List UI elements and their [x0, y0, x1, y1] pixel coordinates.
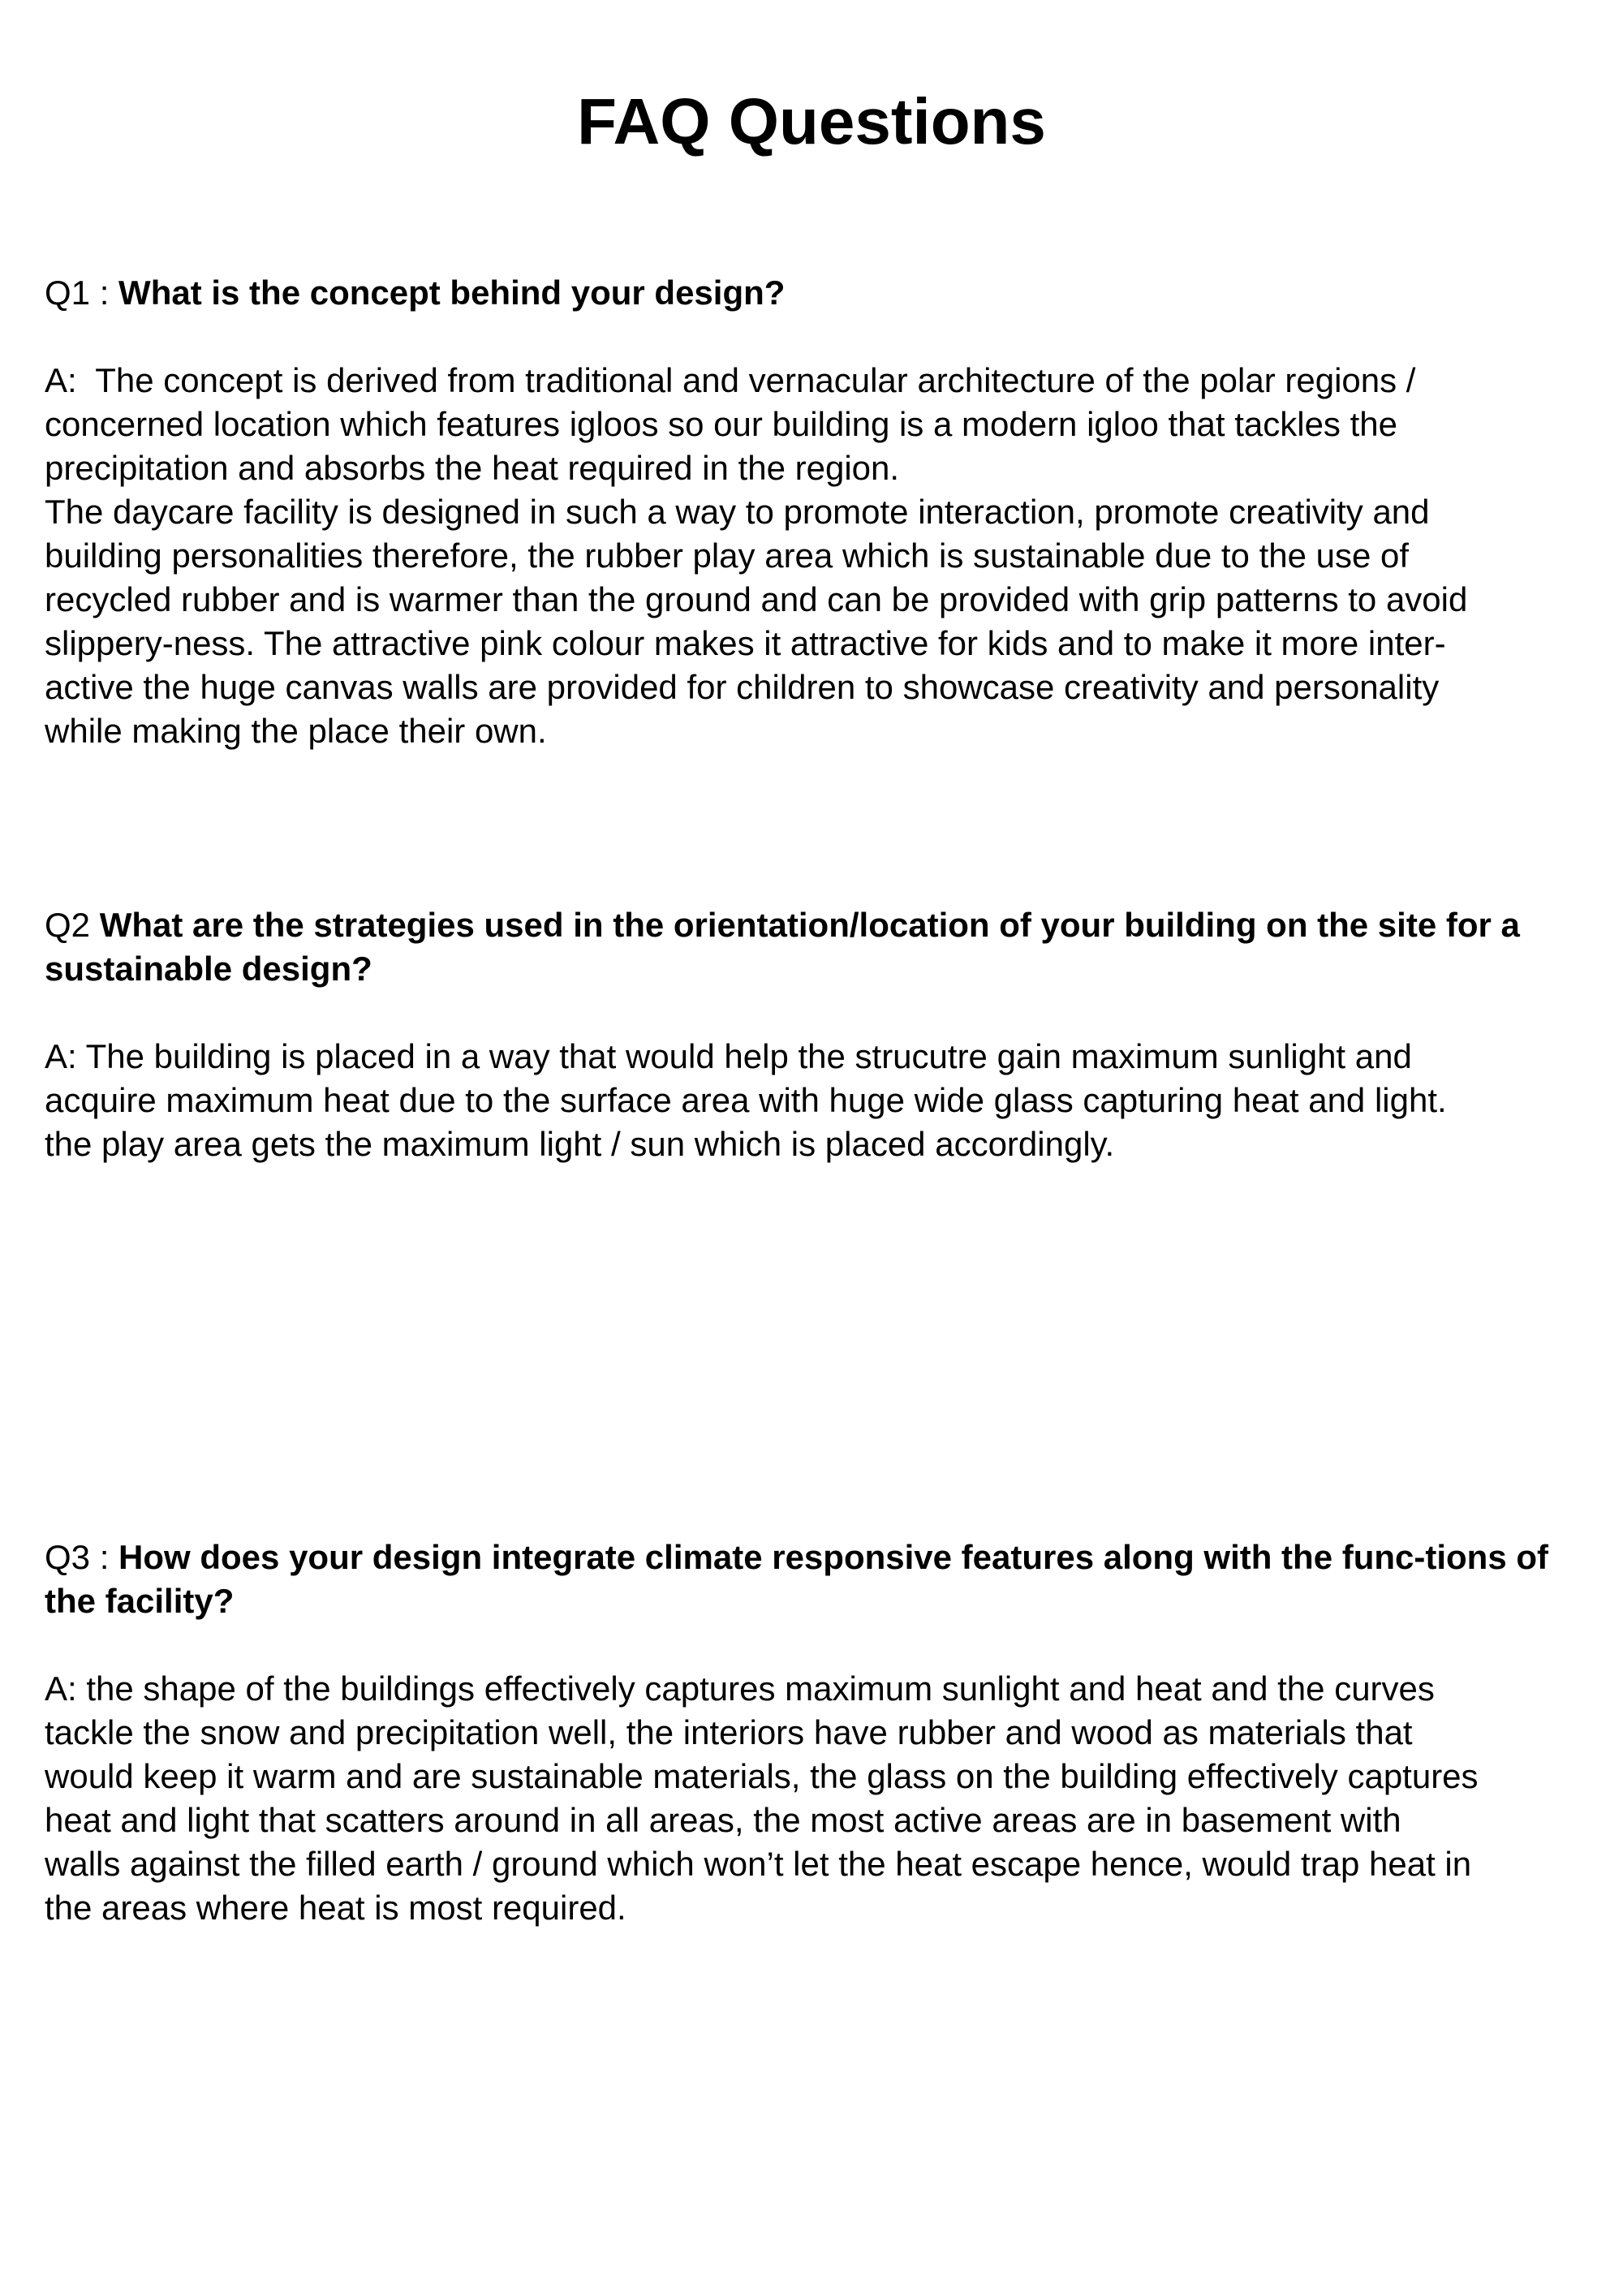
- question-text: What is the concept behind your design?: [118, 274, 786, 312]
- faq-item-3: [45, 1536, 1586, 1930]
- answer-line: recycled rubber and is warmer than the ground and can be provided with grip patterns to avoid: [45, 580, 1468, 618]
- faq-answer: [45, 359, 1586, 753]
- answer-line: active the huge canvas walls are provided for children to showcase creativity and personality: [45, 668, 1440, 706]
- answer-line: concerned location which features igloos so our building is a modern igloo that tackles the: [45, 405, 1397, 443]
- answer-line: tackle the snow and precipitation well, the interiors have rubber and wood as materials that: [45, 1713, 1413, 1751]
- question-label: Q3 :: [45, 1538, 119, 1576]
- answer-line: A: the shape of the buildings effectively captures maximum sunlight and heat and the curves: [45, 1669, 1435, 1708]
- answer-line: the areas where heat is most required.: [45, 1889, 626, 1927]
- faq-question: [45, 1536, 1586, 1623]
- question-label: Q2: [45, 906, 100, 944]
- answer-line: walls against the filled earth / ground which won’t let the heat escape hence, would trap heat in: [45, 1845, 1472, 1883]
- answer-line: slippery-ness. The attractive pink colour makes it attractive for kids and to make it more inter-: [45, 624, 1446, 662]
- answer-line: the play area gets the maximum light / sun which is placed accordingly.: [45, 1125, 1115, 1163]
- faq-question: [45, 271, 1586, 315]
- answer-line: acquire maximum heat due to the surface area with huge wide glass capturing heat and light.: [45, 1081, 1447, 1119]
- faq-answer: [45, 1667, 1586, 1930]
- question-text: What are the strategies used in the orientation/location of your building on the site for a sustainable design?: [45, 906, 1520, 988]
- answer-line: precipitation and absorbs the heat required in the region.: [45, 449, 900, 487]
- faq-answer: [45, 1035, 1586, 1166]
- faq-item-1: [45, 271, 1586, 753]
- answer-line: The daycare facility is designed in such a way to promote interaction, promote creativity and: [45, 493, 1430, 531]
- answer-line: would keep it warm and are sustainable materials, the glass on the building effectively captures: [45, 1757, 1479, 1795]
- question-label: Q1 :: [45, 274, 119, 312]
- answer-line: while making the place their own.: [45, 712, 547, 750]
- answer-line: A: The building is placed in a way that would help the strucutre gain maximum sunlight and: [45, 1037, 1412, 1075]
- page-title: FAQ Questions: [577, 85, 1046, 157]
- answer-line: heat and light that scatters around in all areas, the most active areas are in basement with: [45, 1801, 1401, 1839]
- faq-item-2: [45, 903, 1586, 1166]
- faq-question: [45, 903, 1586, 991]
- question-text: How does your design integrate climate responsive features along with the func-tions of the facility?: [45, 1538, 1548, 1620]
- answer-line: building personalities therefore, the rubber play area which is sustainable due to the use of: [45, 536, 1410, 575]
- answer-line: A: The concept is derived from traditional and vernacular architecture of the polar regions /: [45, 361, 1416, 399]
